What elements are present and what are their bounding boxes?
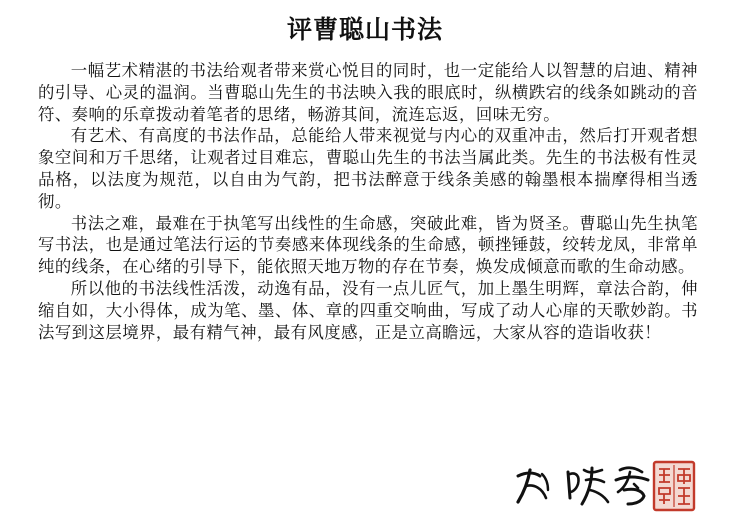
handwritten-signature-icon (512, 462, 662, 508)
seal-stamp-icon (652, 460, 696, 512)
paragraph: 有艺术、有高度的书法作品，总能给人带来视觉与内心的双重冲击，然后打开观者想象空间和万千思绪，让观者过目难忘，曹聪山先生的书法当属此类。先生的书法极有性灵品格，以法度为规范，以自由为气韵，把书法醉意于线条美感的翰墨根本揣摩得相当透彻。 (38, 126, 698, 211)
paragraph: 所以他的书法线性活泼，动逸有品，没有一点儿匠气，加上墨生明辉，章法合韵，伸缩自如，大小得体，成为笔、墨、体、章的四重交响曲，写成了动人心扉的天歌妙韵。书法写到这层境界，最有精气神，最有风度感，正是立高瞻远，大家从容的造诣收获！ (38, 278, 698, 342)
paragraph: 一幅艺术精湛的书法给观者带来赏心悦目的同时，也一定能给人以智慧的启迪、精神的引导、心灵的温润。当曹聪山先生的书法映入我的眼底时，纵横跌宕的线条如跳动的音符、奏响的乐章拨动着笔者的思绪，畅游其间，流连忘返，回味无穷。 (38, 61, 698, 124)
article-body (38, 60, 698, 343)
paragraph: 书法之难，最难在于执笔写出线性的生命感，突破此难，皆为贤圣。曹聪山先生执笔写书法，也是通过笔法行运的节奏感来体现线条的生命感，顿挫锤鼓，绞转龙凤，非常单纯的线条，在心绪的引导下，能依照天地万物的存在节奏，焕发成倾意而歌的生命动感。 (38, 213, 698, 277)
page-title: 评曹聪山书法 (286, 15, 443, 44)
